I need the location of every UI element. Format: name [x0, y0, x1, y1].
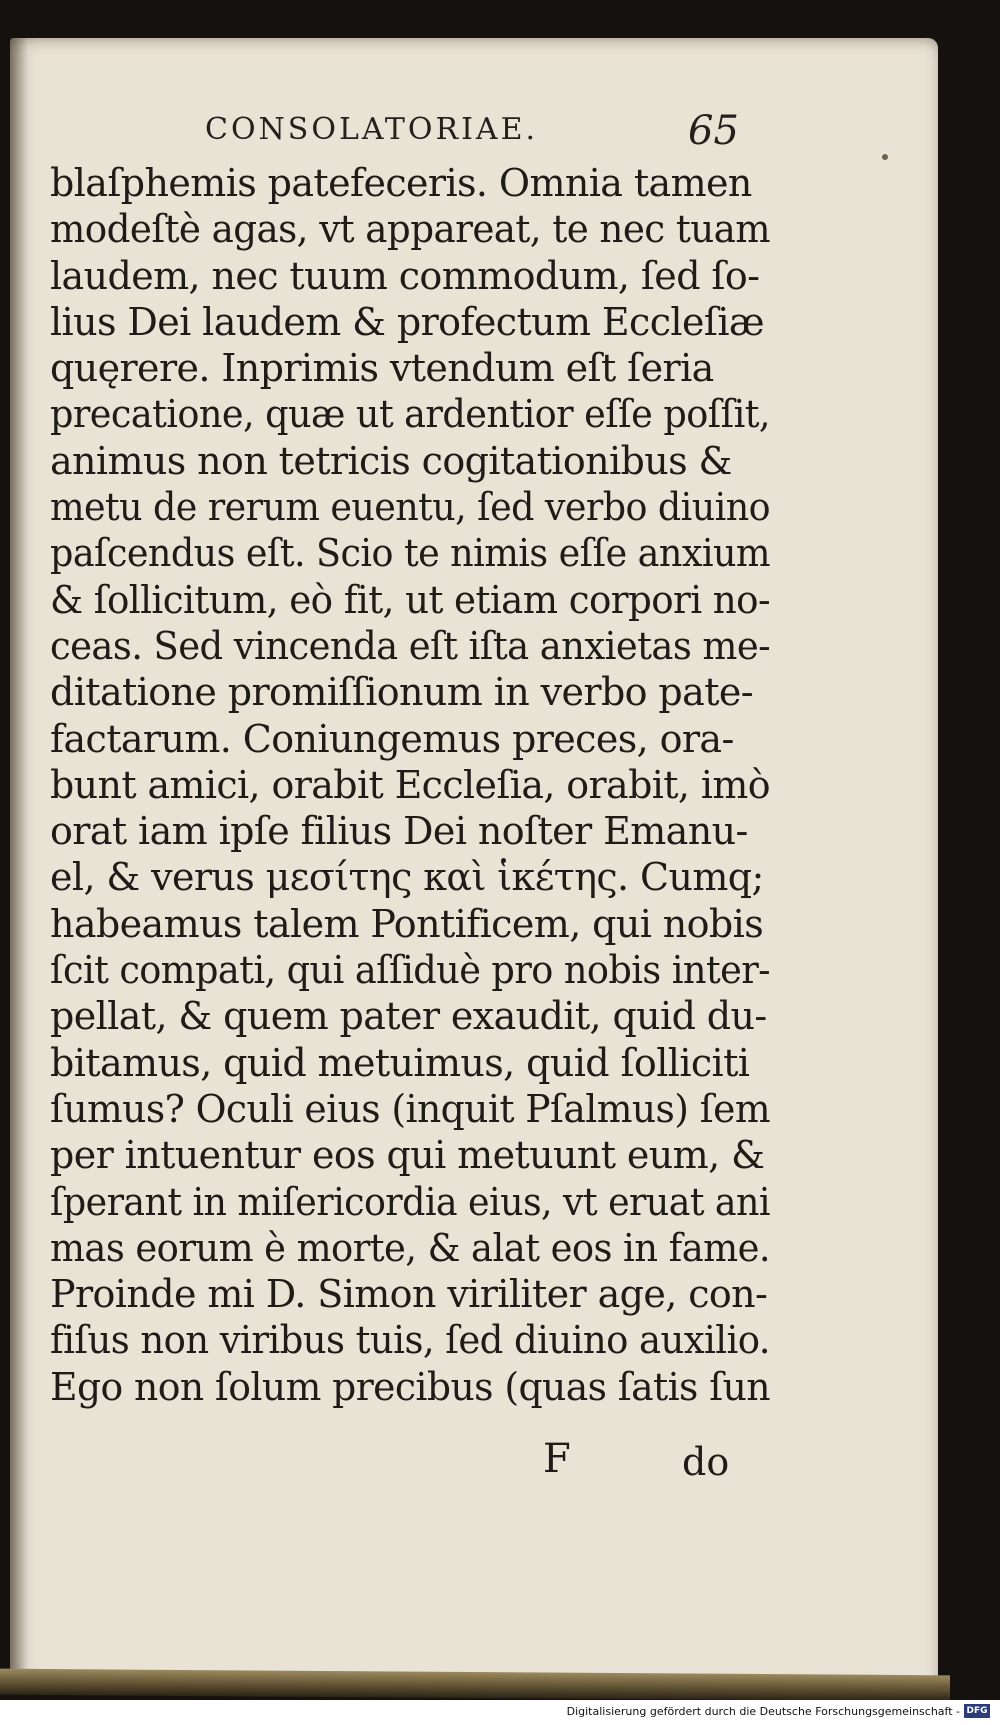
- text-line: ſumus? Oculi eius (inquit Pſalmus) ſem: [50, 1086, 770, 1131]
- dfg-logo: DFG: [964, 1704, 990, 1718]
- text-line: Ego non ſolum precibus (quas ſatis ſun: [50, 1364, 770, 1409]
- paper-spot: [882, 154, 888, 160]
- page-spine-shadow: [10, 38, 28, 1688]
- footer-credit: Digitalisierung gefördert durch die Deutsche Forschungsgemeinschaft -: [566, 1705, 960, 1718]
- page-number: 65: [688, 108, 739, 154]
- text-line: metu de rerum euentu, ſed verbo diuino: [50, 485, 770, 530]
- text-line: paſcendus eſt. Scio te nimis eſſe anxium: [50, 531, 770, 576]
- text-line: habeamus talem Pontificem, qui nobis: [50, 901, 764, 946]
- text-line: ſperant in miſericordia eius, vt eruat ani: [50, 1179, 770, 1224]
- text-line: quęrere. Inprimis vtendum eſt ſeria: [50, 346, 714, 391]
- text-line: & ſollicitum, eò fit, ut etiam corpori no-: [50, 577, 770, 622]
- running-head: CONSOLATORIAE.: [205, 112, 539, 147]
- text-line: factarum. Coniungemus preces, ora-: [50, 716, 734, 761]
- text-line: mas eorum è morte, & alat eos in fame.: [50, 1225, 770, 1270]
- text-line: precatione, quæ ut ardentior eſſe poſſit,: [50, 392, 770, 437]
- text-line: bitamus, quid metuimus, quid ſolliciti: [50, 1040, 750, 1085]
- text-block: [50, 160, 770, 1410]
- text-line: el, & verus μεσίτης καὶ ἱκέτης. Cumq;: [50, 855, 764, 900]
- text-line: animus non tetricis cogitationibus &: [50, 438, 732, 483]
- text-line: ſcit compati, qui aſſiduè pro nobis inter-: [50, 948, 770, 993]
- text-line: fiſus non viribus tuis, ſed diuino auxilio.: [50, 1318, 770, 1363]
- text-line: modeſtè agas, vt appareat, te nec tuam: [50, 207, 770, 252]
- text-line: ditatione promiſſionum in verbo pate-: [50, 670, 754, 715]
- text-line: blaſphemis patefeceris. Omnia tamen: [50, 161, 752, 205]
- catchword: do: [682, 1440, 730, 1484]
- text-line: bunt amici, orabit Eccleſia, orabit, imò: [50, 762, 770, 807]
- text-line: laudem, nec tuum commodum, ſed ſo-: [50, 253, 760, 298]
- text-line: pellat, & quem pater exaudit, quid du-: [50, 994, 767, 1039]
- text-line: per intuentur eos qui metuunt eum, &: [50, 1133, 765, 1178]
- text-line: orat iam ipſe filius Dei noſter Emanu-: [50, 809, 748, 854]
- text-line: ceas. Sed vincenda eſt iſta anxietas me-: [50, 623, 770, 668]
- signature-mark: F: [543, 1436, 571, 1482]
- text-line: Proinde mi D. Simon viriliter age, con-: [50, 1272, 768, 1317]
- text-line: lius Dei laudem & profectum Eccleſiæ: [50, 299, 765, 344]
